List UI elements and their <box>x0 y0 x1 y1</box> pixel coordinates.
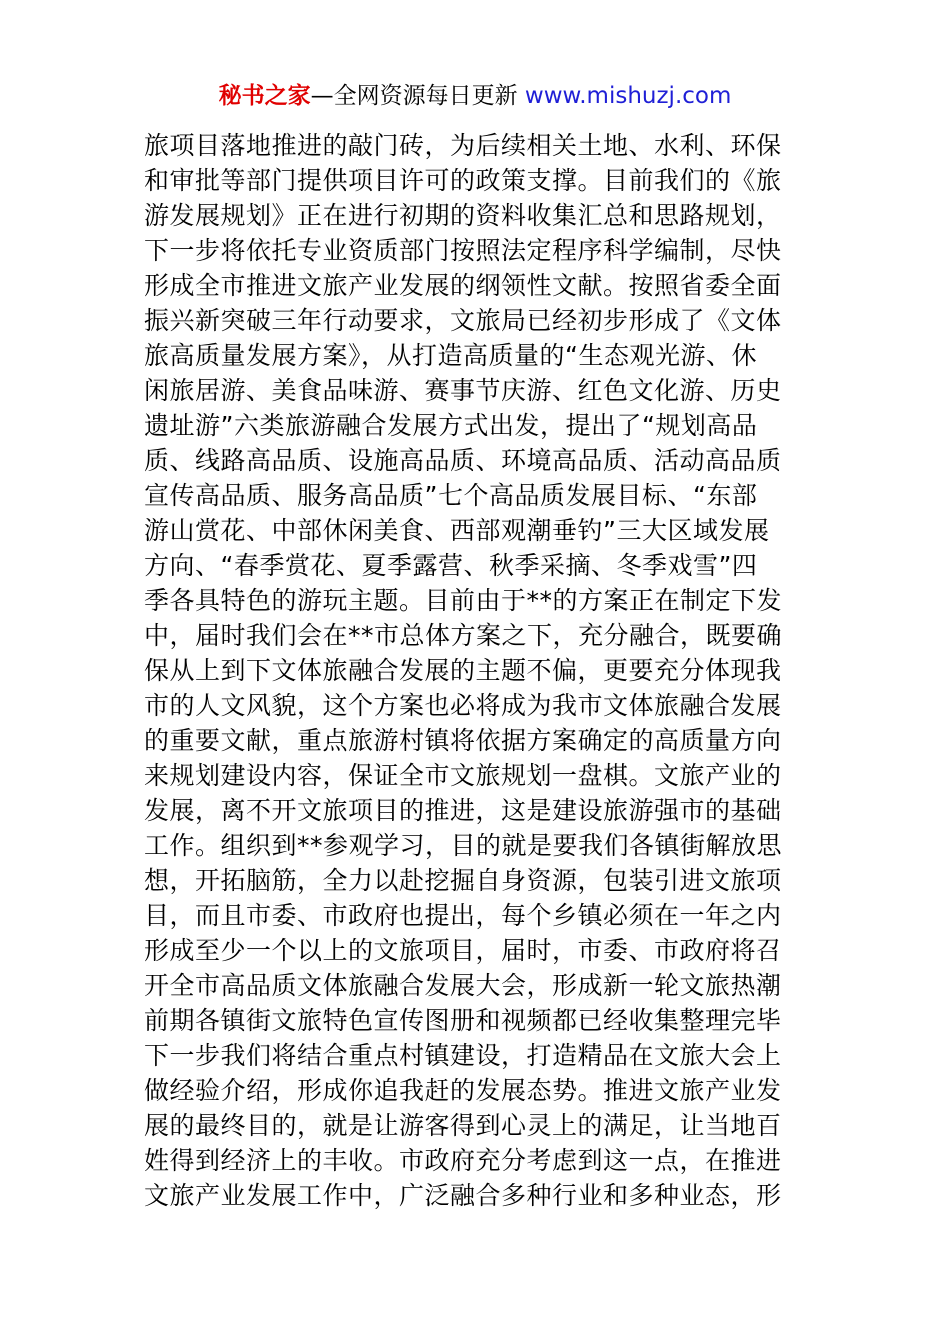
text-line: 游山赏花、中部休闲美食、西部观潮垂钓”三大区域发展 <box>144 516 770 545</box>
text-line: 来规划建设内容，保证全市文旅规划一盘棋。文旅产业的 <box>144 761 782 790</box>
text-line: 闲旅居游、美食品味游、赛事节庆游、红色文化游、历史 <box>144 376 782 405</box>
text-line: 振兴新突破三年行动要求，文旅局已经初步形成了《文体 <box>144 306 782 335</box>
text-line: 形成全市推进文旅产业发展的纲领性文献。按照省委全面 <box>144 271 782 300</box>
text-line: 前期各镇街文旅特色宣传图册和视频都已经收集整理完毕 <box>144 1006 782 1035</box>
text-line: 姓得到经济上的丰收。市政府充分考虑到这一点，在推进 <box>144 1146 782 1175</box>
brand-name: 秘书之家 <box>218 83 311 109</box>
text-line: 方向、“春季赏花、夏季露营、秋季采摘、冬季戏雪”四 <box>144 551 758 580</box>
site-url-link[interactable]: www.mishuzj.com <box>524 83 732 109</box>
text-line: 发展，离不开文旅项目的推进，这是建设旅游强市的基础 <box>144 796 782 825</box>
text-line: 工作。组织到**参观学习，目的就是要我们各镇街解放思 <box>144 831 783 860</box>
text-line: 质、线路高品质、设施高品质、环境高品质、活动高品质 <box>144 446 782 475</box>
text-line: 开全市高品质文体旅融合发展大会，形成新一轮文旅热潮 <box>144 971 782 1000</box>
text-line: 展的最终目的，就是让游客得到心灵上的满足，让当地百 <box>144 1111 782 1140</box>
text-line: 形成至少一个以上的文旅项目，届时，市委、市政府将召 <box>144 936 782 965</box>
text-line: 保从上到下文体旅融合发展的主题不偏，更要充分体现我 <box>144 656 782 685</box>
document-body <box>144 128 814 1213</box>
text-line: 遗址游”六类旅游融合发展方式出发，提出了“规划高品 <box>144 411 758 440</box>
text-line: 想，开拓脑筋，全力以赴挖掘自身资源，包装引进文旅项 <box>144 866 782 895</box>
text-line: 中，届时我们会在**市总体方案之下，充分融合，既要确 <box>144 621 783 650</box>
text-line: 和审批等部门提供项目许可的政策支撑。目前我们的《旅 <box>144 166 782 195</box>
text-line: 旅项目落地推进的敲门砖，为后续相关土地、水利、环保 <box>144 131 782 160</box>
text-line: 下一步将依托专业资质部门按照法定程序科学编制，尽快 <box>144 236 782 265</box>
text-line: 目，而且市委、市政府也提出，每个乡镇必须在一年之内 <box>144 901 782 930</box>
page-header <box>0 80 950 112</box>
text-line: 季各具特色的游玩主题。目前由于**的方案正在制定下发 <box>144 586 783 615</box>
text-line: 旅高质量发展方案》，从打造高质量的“生态观光游、休 <box>144 341 757 370</box>
text-line: 市的人文风貌，这个方案也必将成为我市文体旅融合发展 <box>144 691 782 720</box>
text-line: 下一步我们将结合重点村镇建设，打造精品在文旅大会上 <box>144 1041 782 1070</box>
text-line: 游发展规划》正在进行初期的资料收集汇总和思路规划， <box>144 201 782 230</box>
text-line: 宣传高品质、服务高品质”七个高品质发展目标、“东部 <box>144 481 758 510</box>
text-line: 做经验介绍，形成你追我赶的发展态势。推进文旅产业发 <box>144 1076 782 1105</box>
header-tagline: —全网资源每日更新 <box>310 83 525 109</box>
text-line: 文旅产业发展工作中，广泛融合多种行业和多种业态，形 <box>144 1181 782 1210</box>
text-line: 的重要文献，重点旅游村镇将依据方案确定的高质量方向 <box>144 726 782 755</box>
